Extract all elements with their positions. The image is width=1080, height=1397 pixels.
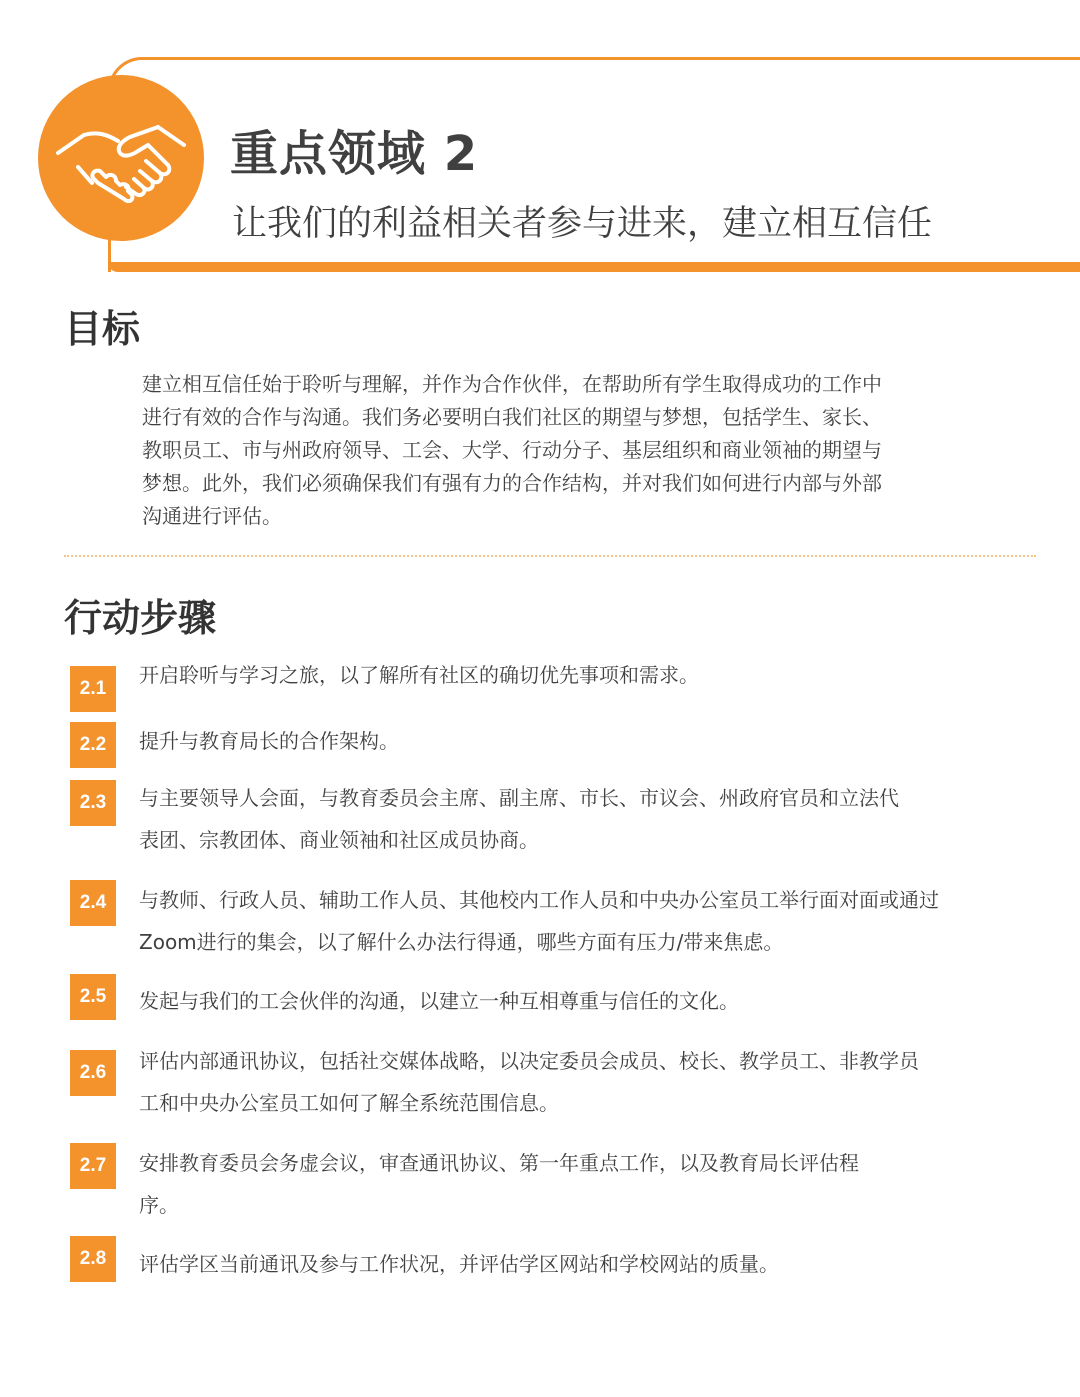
goal-heading: 目标 — [64, 307, 141, 351]
step-number-badge: 2.5 — [70, 974, 116, 1020]
goal-line: 建立相互信任始于聆听与理解，并作为合作伙伴，在帮助所有学生取得成功的工作中 — [142, 372, 882, 396]
header-bottom-bar — [108, 262, 1080, 272]
step-text — [139, 879, 1039, 963]
step-text — [139, 720, 1039, 762]
step-number-badge: 2.3 — [70, 780, 116, 826]
step-number-badge: 2.8 — [70, 1236, 116, 1282]
goal-paragraph — [142, 368, 982, 533]
step-line: 评估学区当前通讯及参与工作状况，并评估学区网站和学校网站的质量。 — [139, 1252, 779, 1276]
page-title: 重点领域 2 — [230, 126, 479, 182]
step-number-badge: 2.6 — [70, 1050, 116, 1096]
step-number-badge: 2.7 — [70, 1143, 116, 1189]
step-line: 与教师、行政人员、辅助工作人员、其他校内工作人员和中央办公室员工举行面对面或通过 — [139, 888, 939, 912]
step-line: 工和中央办公室员工如何了解全系统范围信息。 — [139, 1091, 559, 1115]
step-number-badge: 2.2 — [70, 722, 116, 768]
step-line: 评估内部通讯协议，包括社交媒体战略，以决定委员会成员、校长、教学员工、非教学员 — [139, 1049, 919, 1073]
goal-line: 教职员工、市与州政府领导、工会、大学、行动分子、基层组织和商业领袖的期望与 — [142, 438, 882, 462]
goal-line: 沟通进行评估。 — [142, 504, 282, 528]
step-text — [139, 1243, 1039, 1285]
step-number-badge: 2.4 — [70, 880, 116, 926]
step-number-badge: 2.1 — [70, 666, 116, 712]
goal-line: 梦想。此外，我们必须确保我们有强有力的合作结构，并对我们如何进行内部与外部 — [142, 471, 882, 495]
step-line: 序。 — [139, 1193, 179, 1217]
step-line: Zoom进行的集会，以了解什么办法行得通，哪些方面有压力/带来焦虑。 — [139, 930, 784, 954]
section-divider — [64, 555, 1036, 557]
step-text — [139, 980, 1039, 1022]
page-subtitle: 让我们的利益相关者参与进来，建立相互信任 — [232, 204, 933, 244]
handshake-icon — [38, 75, 204, 241]
step-text — [139, 1142, 1039, 1226]
step-line: 开启聆听与学习之旅，以了解所有社区的确切优先事项和需求。 — [139, 663, 699, 687]
step-line: 与主要领导人会面，与教育委员会主席、副主席、市长、市议会、州政府官员和立法代 — [139, 786, 899, 810]
step-line: 发起与我们的工会伙伴的沟通，以建立一种互相尊重与信任的文化。 — [139, 989, 739, 1013]
step-text — [139, 777, 1039, 861]
step-line: 提升与教育局长的合作架构。 — [139, 729, 399, 753]
step-line: 表团、宗教团体、商业领袖和社区成员协商。 — [139, 828, 539, 852]
step-text — [139, 1040, 1039, 1124]
step-line: 安排教育委员会务虚会议，审查通讯协议、第一年重点工作，以及教育局长评估程 — [139, 1151, 859, 1175]
step-text — [139, 654, 1039, 696]
actions-heading: 行动步骤 — [64, 596, 217, 640]
goal-line: 进行有效的合作与沟通。我们务必要明白我们社区的期望与梦想，包括学生、家长、 — [142, 405, 882, 429]
